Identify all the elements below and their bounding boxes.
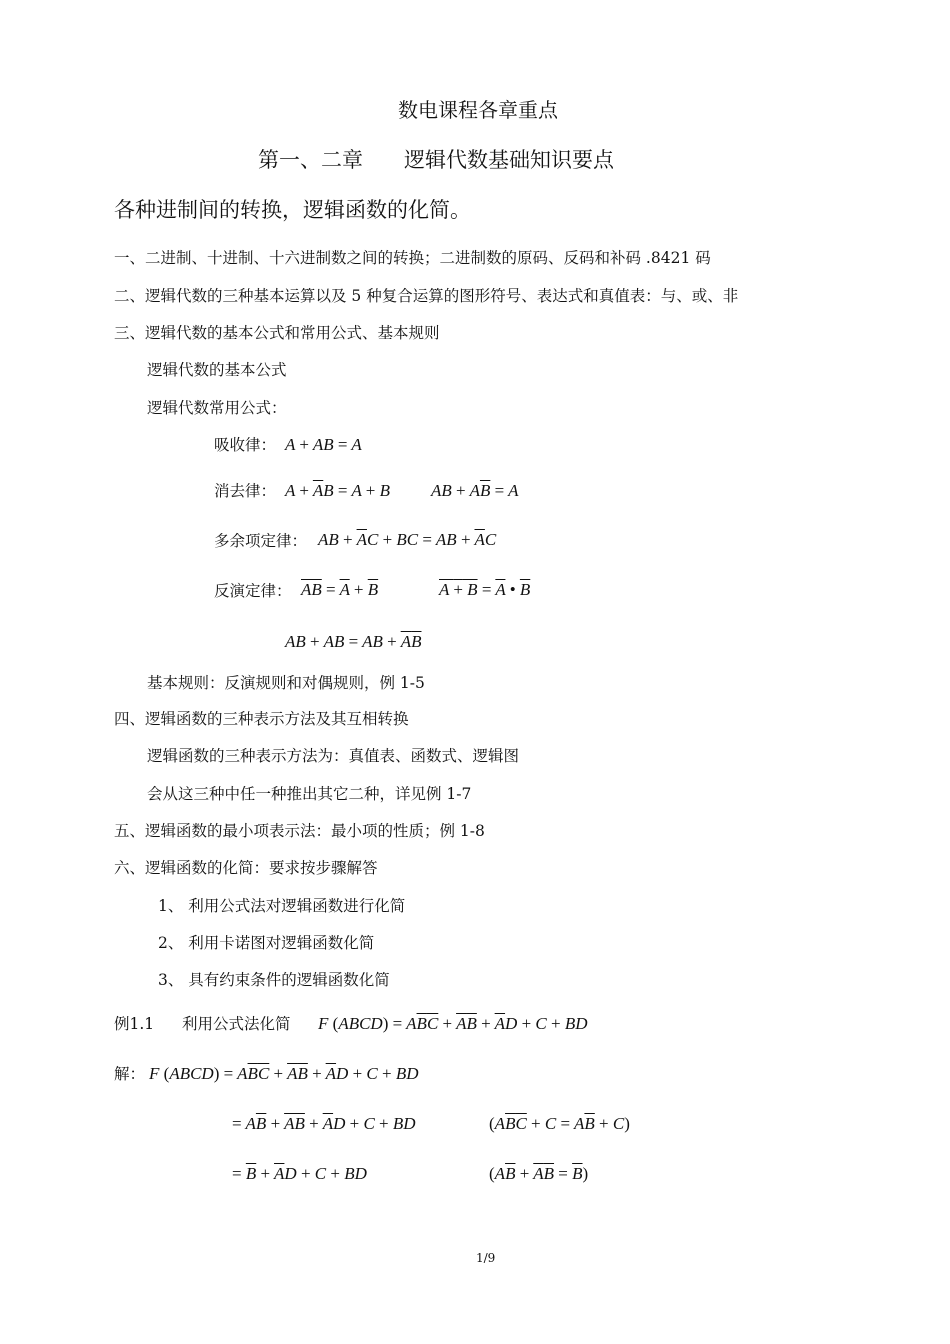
item-6: 六、逻辑函数的化简：要求按步骤解答 [114, 859, 378, 877]
item-2: 二、逻辑代数的三种基本运算以及 5 种复合运算的图形符号、表达式和真值表：与、或、非 [114, 287, 739, 305]
example-formula: F (ABCD) = $A\overline{B}\overline{C} + \overline{A}\overline{B} + \overline{A}D + C$ + BD [318, 1014, 588, 1033]
item-3: 三、逻辑代数的基本公式和常用公式、基本规则 [114, 324, 440, 342]
solution-note-3: $(A\overline{B} + \overline{A}\overline{B} = \overline{B})$ [489, 1164, 589, 1183]
solution-note-2: $(A\overline{B}\overline{C} + C = A\overline{B} + C)$ [489, 1114, 630, 1133]
redundancy-formula: AB + $\overline{A}C$ + BC = AB + $\overline{A}C$ [318, 530, 497, 549]
elimination-formula-1: $A + \overline{A}B = A + B$ [285, 481, 391, 500]
demorgan-label: 反演定律： [214, 582, 292, 600]
solution-line-3: = $\overline{B} + \overline{A}D + C$ + BD [232, 1164, 367, 1183]
basic-rules: 基本规则：反演规则和对偶规则，例 1-5 [147, 674, 425, 692]
document-title: 数电课程各章重点 [398, 98, 558, 122]
chapter-label: 第一、二章 [258, 148, 363, 172]
absorption-formula: A + AB = A [285, 435, 362, 454]
elimination-formula-2: AB + $A\overline{B} = A$ [431, 481, 519, 500]
solution-label: 解： [114, 1065, 146, 1083]
item-5: 五、逻辑函数的最小项表示法：最小项的性质；例 1-8 [114, 822, 485, 840]
step-1: 1、 利用公式法对逻辑函数进行化简 [158, 897, 406, 915]
chapter-summary: 各种进制间的转换，逻辑函数的化简。 [114, 198, 471, 222]
item-1: 一、二进制、十进制、十六进制数之间的转换；二进制数的原码、反码和补码 .8421 码 [114, 249, 711, 267]
page-number: 1/9 [476, 1251, 496, 1265]
step-2: 2、 利用卡诺图对逻辑函数化简 [158, 934, 375, 952]
item-4b: 会从这三种中任一种推出其它二种，详见例 1-7 [147, 785, 472, 803]
example-text: 利用公式法化简 [182, 1015, 291, 1033]
xor-identity-formula: AB + AB = AB + $\overline{A}\overline{B}$ [285, 632, 422, 651]
item-4a: 逻辑函数的三种表示方法为：真值表、函数式、逻辑图 [147, 747, 520, 765]
step-3: 3、 具有约束条件的逻辑函数化简 [158, 971, 390, 989]
item-3a: 逻辑代数的基本公式 [147, 361, 287, 379]
example-label: 例1.1 [114, 1015, 155, 1033]
demorgan-formula-2: $A + B = \overline{A}$ • $\overline{B}$ [439, 580, 531, 599]
elimination-label: 消去律： [214, 482, 277, 500]
absorption-label: 吸收律： [214, 436, 277, 454]
redundancy-label: 多余项定律： [214, 532, 308, 550]
solution-line-1: F (ABCD) = $A\overline{B}\overline{C} + \overline{A}\overline{B} + \overline{A}D + C$ + BD [149, 1064, 419, 1083]
item-4: 四、逻辑函数的三种表示方法及其互相转换 [114, 710, 409, 728]
item-3b: 逻辑代数常用公式： [147, 399, 287, 417]
chapter-name: 逻辑代数基础知识要点 [404, 148, 614, 172]
demorgan-formula-1: $\overline{AB} = \overline{A} + \overline{B}$ [301, 580, 379, 599]
solution-line-2: = $A\overline{B} + \overline{A}\overline{B} + \overline{A}D + C$ + BD [232, 1114, 416, 1133]
